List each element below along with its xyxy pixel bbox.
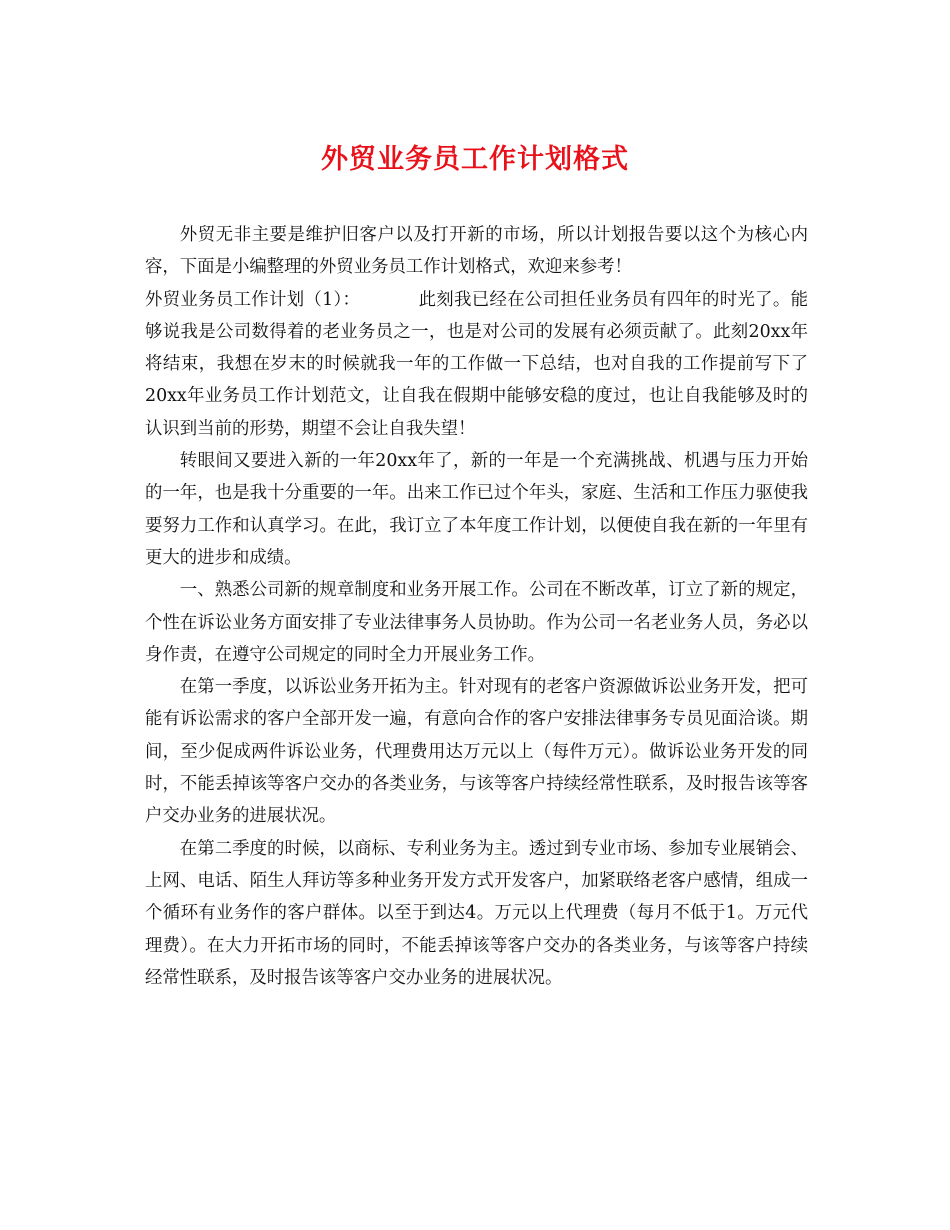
document-body bbox=[145, 219, 808, 994]
intro-paragraph: 外贸无非主要是维护旧客户以及打开新的市场，所以计划报告要以这个为核心内容，下面是小编整理的外贸业务员工作计划格式，欢迎来参考！ bbox=[145, 225, 808, 278]
section-heading: 外贸业务员工作计划（1）： bbox=[145, 289, 361, 310]
paragraph-4: 在第一季度，以诉讼业务开拓为主。针对现有的老客户资源做诉讼业务开发，把可能有诉讼需求的客户全部开发一遍，有意向合作的客户安排法律事务专员见面洽谈。期间，至少促成两件诉讼业务，代理费用达万元以上（每件万元）。做诉讼业务开发的同时，不能丢掉该等客户交办的各类业务，与该等客户持续经常性联系，及时报告该等客户交办业务的进展状况。 bbox=[145, 677, 808, 827]
paragraph-3: 一、熟悉公司新的规章制度和业务开展工作。公司在不断改革，订立了新的规定，个性在诉讼业务方面安排了专业法律事务人员协助。作为公司一名老业务人员，务必以身作责，在遵守公司规定的同时全力开展业务工作。 bbox=[145, 580, 808, 665]
paragraph-5: 在第二季度的时候，以商标、专利业务为主。透过到专业市场、参加专业展销会、上网、电话、陌生人拜访等多种业务开发方式开发客户，加紧联络老客户感情，组成一个循环有业务作的客户群体。以至于到达4。万元以上代理费（每月不低于1。万元代理费）。在大力开拓市场的同时，不能丢掉该等客户交办的各类业务，与该等客户持续经常性联系，及时报告该等客户交办业务的进展状况。 bbox=[145, 838, 808, 988]
section-paragraph bbox=[145, 284, 808, 445]
paragraph-1: 此刻我已经在公司担任业务员有四年的时光了。能够说我是公司数得着的老业务员之一，也是对公司的发展有必须贡献了。此刻20xx年将结束，我想在岁末的时候就我一年的工作做一下总结，也对自我的工作提前写下了20xx年业务员工作计划范文，让自我在假期中能够安稳的度过，也让自我能够及时的认识到当前的形势，期望不会让自我失望！ bbox=[145, 289, 808, 439]
document-title: 外贸业务员工作计划格式 bbox=[321, 144, 629, 175]
paragraph-2: 转眼间又要进入新的一年20xx年了，新的一年是一个充满挑战、机遇与压力开始的一年，也是我十分重要的一年。出来工作已过个年头，家庭、生活和工作压力驱使我要努力工作和认真学习。在此，我订立了本年度工作计划，以便使自我在新的一年里有更大的进步和成绩。 bbox=[145, 451, 808, 568]
